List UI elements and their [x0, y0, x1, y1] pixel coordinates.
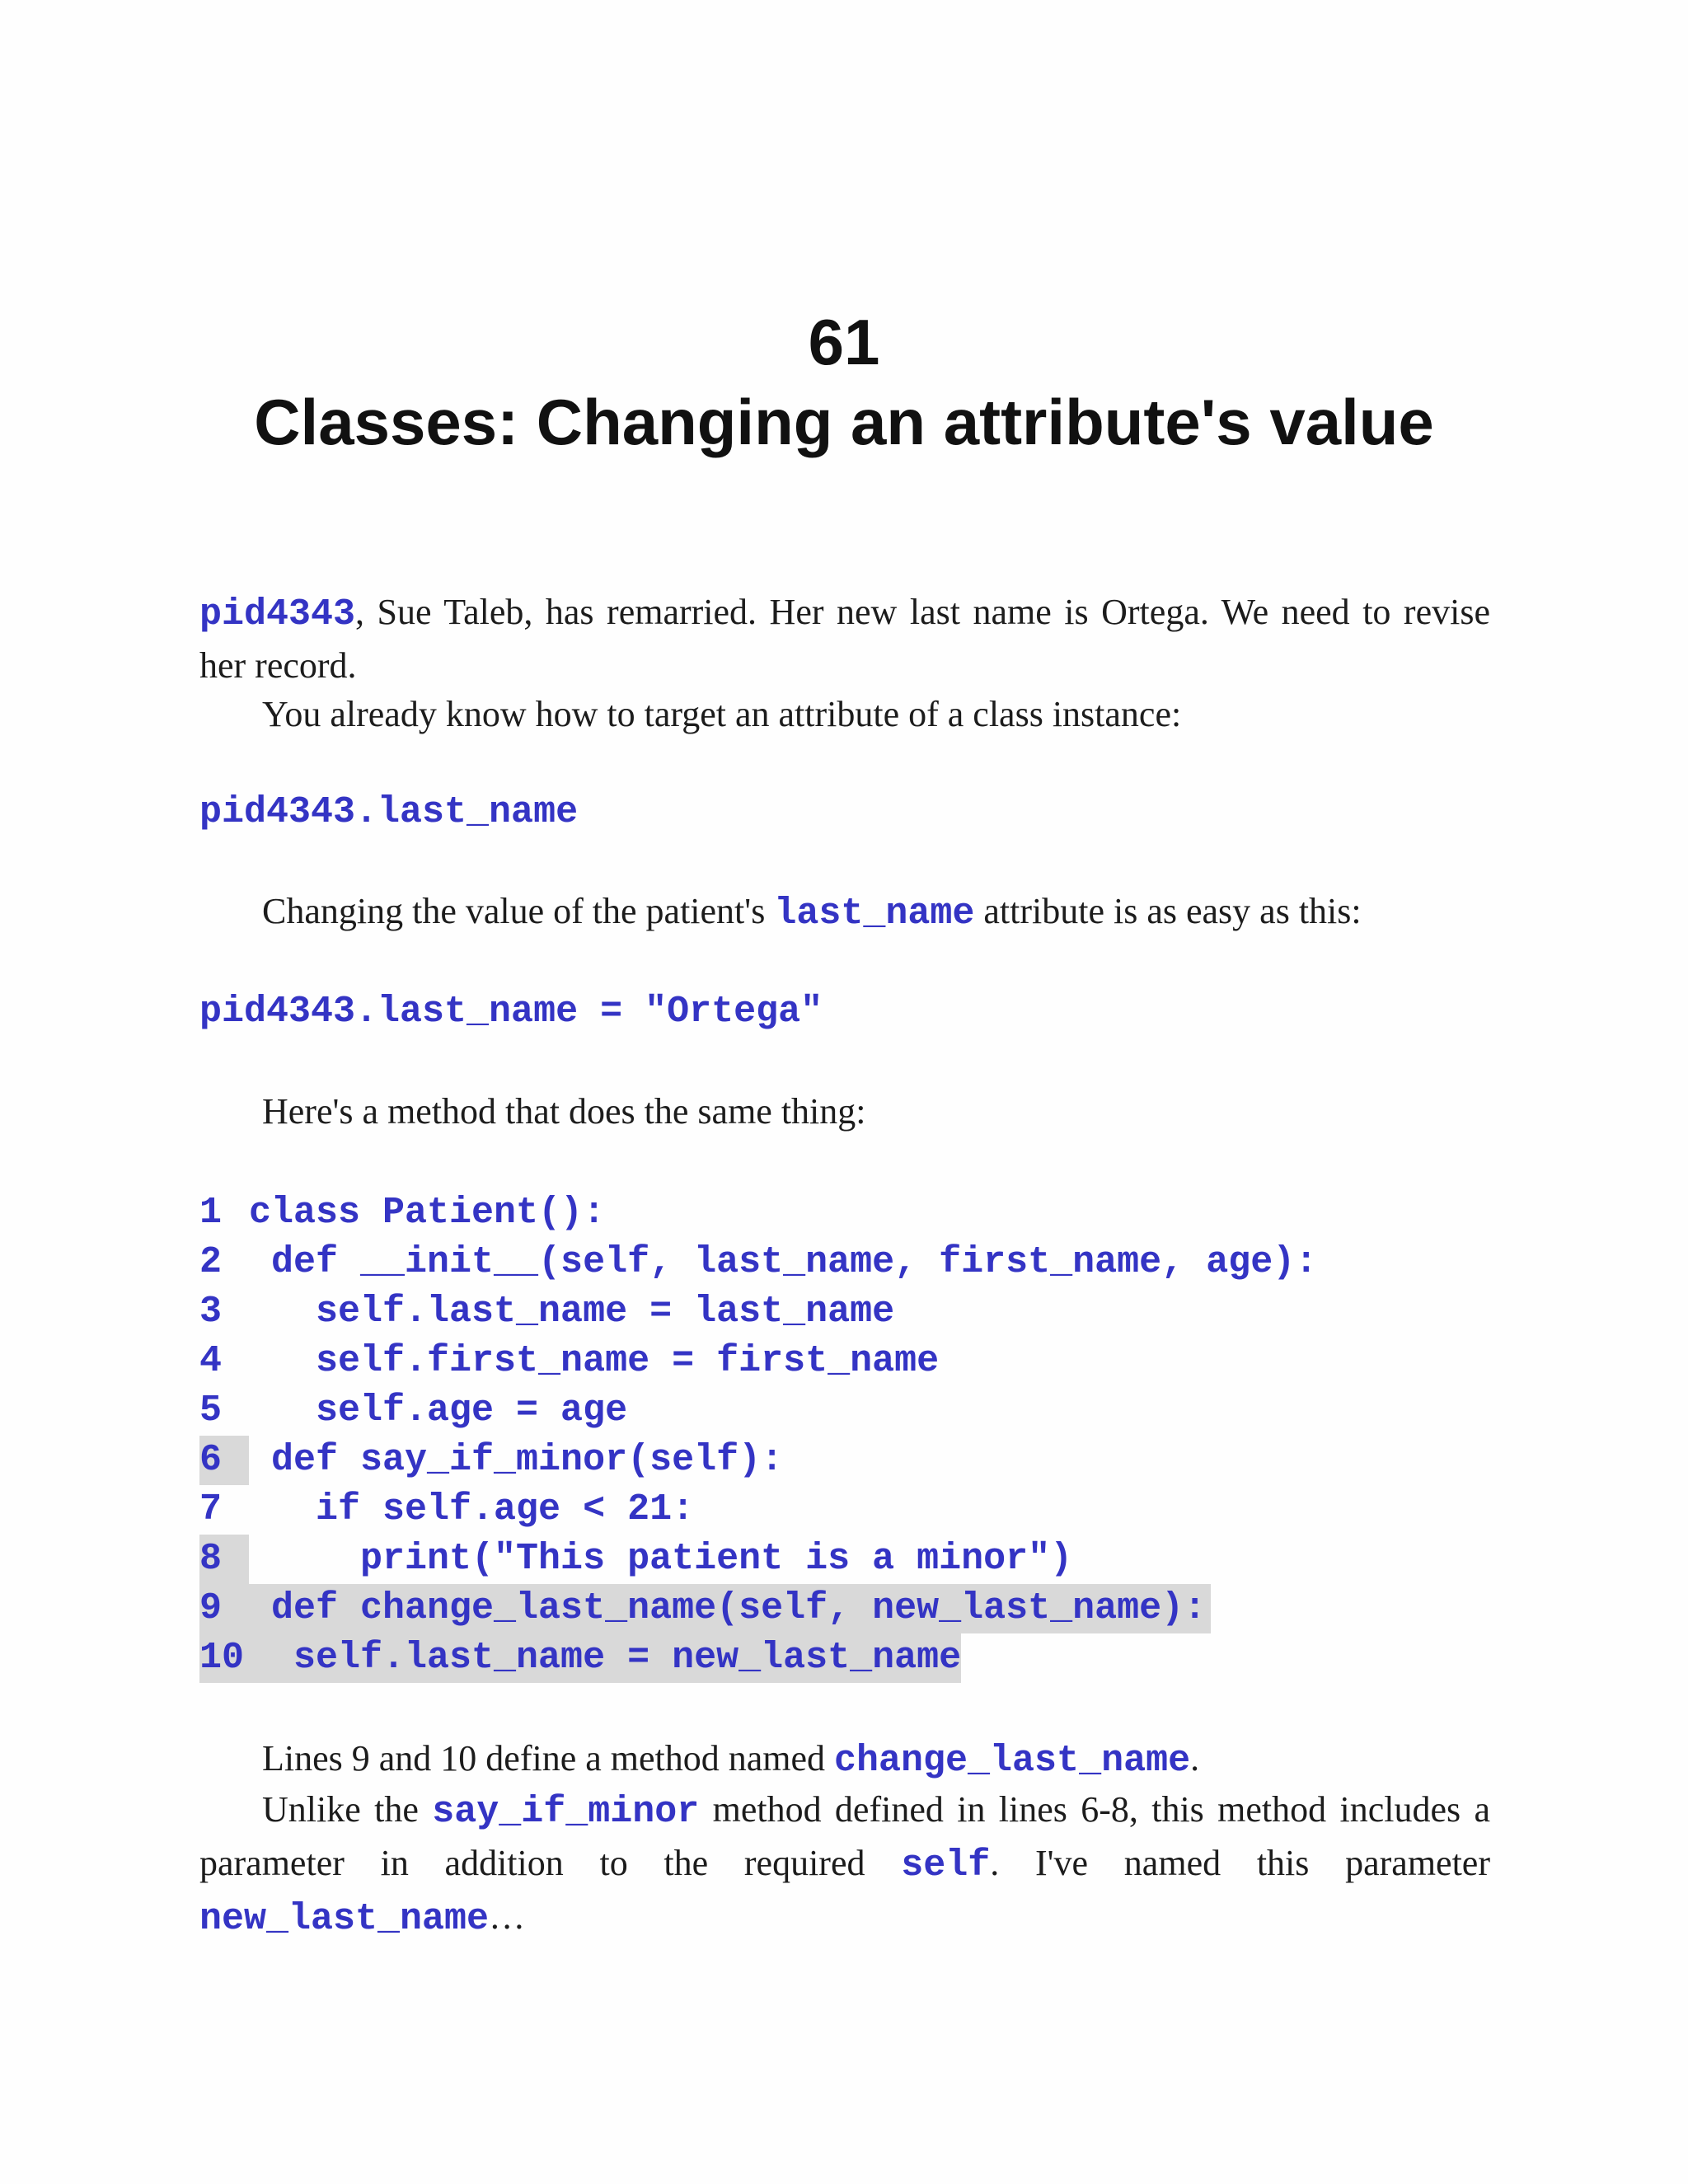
line-number: 6	[199, 1436, 249, 1485]
unlike-text-4: …	[489, 1896, 526, 1937]
line-code: print("This patient is a minor")	[249, 1538, 1073, 1580]
method-intro-paragraph: Here's a method that does the same thing:	[262, 1091, 866, 1132]
inline-code-say-if-minor: say_if_minor	[432, 1791, 700, 1833]
line-code: self.last_name = last_name	[249, 1291, 895, 1333]
line-code: def __init__(self, last_name, first_name, age):	[249, 1241, 1318, 1283]
change-value-paragraph	[199, 886, 1490, 940]
change-text-before: Changing the value of the patient's	[262, 891, 775, 931]
code-line-9	[199, 1584, 1317, 1633]
line-number: 10	[199, 1637, 245, 1679]
code-listing	[199, 1188, 1317, 1683]
line-number: 8	[199, 1535, 249, 1584]
lines-text-after: .	[1190, 1738, 1200, 1779]
line-code: self.age = age	[249, 1390, 628, 1432]
unlike-paragraph	[199, 1784, 1490, 1945]
line-code: self.last_name = new_last_name	[249, 1637, 962, 1679]
code-line-3	[199, 1287, 1317, 1337]
line-number: 2	[199, 1241, 223, 1283]
line-code: def say_if_minor(self):	[249, 1439, 784, 1481]
code-line-5	[199, 1386, 1317, 1436]
intro-text: , Sue Taleb, has remarried. Her new last name is Ortega. We need to revise her record.	[199, 592, 1490, 686]
change-text-after: attribute is as easy as this:	[974, 891, 1362, 931]
lines-paragraph	[199, 1733, 1490, 1787]
line-number: 3	[199, 1291, 223, 1333]
chapter-title: Classes: Changing an attribute's value	[254, 386, 1434, 458]
target-attribute-paragraph: You already know how to target an attribute of a class instance:	[262, 694, 1182, 734]
intro-paragraph	[199, 587, 1490, 691]
line-code: def change_last_name(self, new_last_name):	[249, 1587, 1207, 1629]
highlighted-line	[199, 1633, 961, 1683]
inline-code-new-last-name: new_last_name	[199, 1898, 490, 1940]
line-code: self.first_name = first_name	[249, 1340, 940, 1382]
line-number: 7	[199, 1488, 223, 1530]
unlike-text-3: . I've named this parameter	[990, 1843, 1490, 1883]
inline-code-pid: pid4343	[199, 593, 356, 635]
inline-code-self: self	[901, 1844, 991, 1886]
code-example-assign: pid4343.last_name = "Ortega"	[199, 991, 823, 1033]
line-number: 5	[199, 1390, 223, 1432]
code-line-1	[199, 1188, 1317, 1238]
inline-code-change-last-name: change_last_name	[834, 1740, 1191, 1782]
line-number: 4	[199, 1340, 223, 1382]
line-number: 1	[199, 1192, 223, 1234]
line-number: 9	[199, 1587, 223, 1629]
unlike-text-2: method defined in lines 6-8, this method includes a parameter in addition to the required	[199, 1789, 1490, 1883]
code-line-2	[199, 1238, 1317, 1287]
line-code: class Patient():	[249, 1192, 606, 1234]
code-line-10	[199, 1633, 1317, 1683]
highlighted-line	[199, 1584, 1211, 1633]
unlike-text-1: Unlike the	[262, 1789, 433, 1830]
chapter-number: 61	[808, 306, 880, 378]
code-line-7	[199, 1485, 1317, 1535]
inline-code-last-name: last_name	[774, 893, 975, 935]
code-line-6	[199, 1436, 1317, 1485]
line-code: if self.age < 21:	[249, 1488, 695, 1530]
lines-text-before: Lines 9 and 10 define a method named	[262, 1738, 835, 1779]
code-line-8	[199, 1535, 1317, 1584]
code-line-4	[199, 1337, 1317, 1386]
code-example-target: pid4343.last_name	[199, 791, 579, 833]
